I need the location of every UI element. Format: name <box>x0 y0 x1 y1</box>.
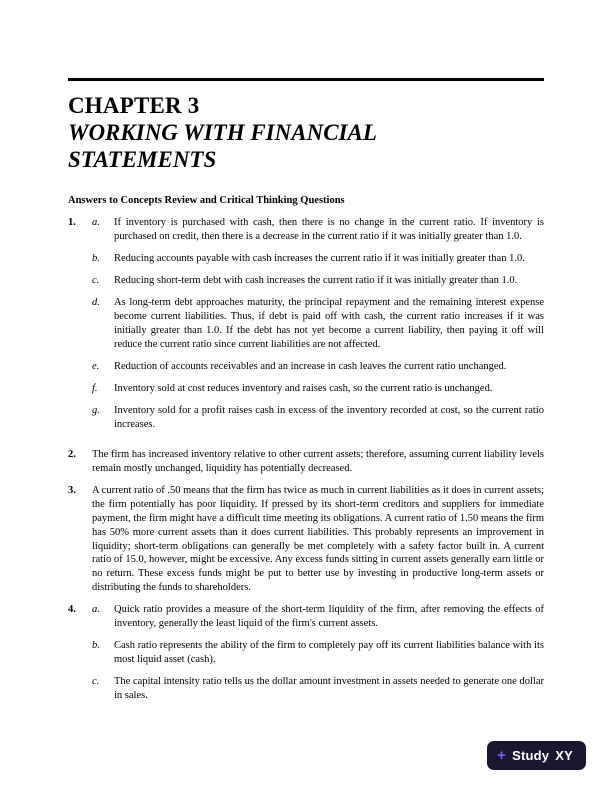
subpart-text: If inventory is purchased with cash, then there is no change in the current ratio. If inventory is purchased on credit, then there is a decrease in the current ratio if it was initially greater than 1.0. <box>114 217 544 243</box>
question-subpart <box>92 404 544 432</box>
subpart-label: d. <box>92 297 100 309</box>
subpart-label: g. <box>92 404 100 416</box>
subpart-label: e. <box>92 361 100 372</box>
subpart-text: Inventory sold at cost reduces inventory and raises cash, so the current ratio is unchanged. <box>114 382 493 394</box>
subpart-text: Reducing accounts payable with cash increases the current ratio if it was initially greater than 1.0. <box>114 253 525 265</box>
question-subpart <box>92 382 544 396</box>
question-number: 1. <box>68 217 76 229</box>
question-body <box>92 216 544 439</box>
subpart-text: Inventory sold for a profit raises cash in excess of the inventory recorded at cost, so the current ratio increases. <box>114 404 544 430</box>
question-subpart <box>92 216 544 244</box>
studyxy-watermark[interactable] <box>487 741 586 770</box>
subpart-label: b. <box>92 253 100 265</box>
question-number: 4. <box>68 604 76 616</box>
subpart-text: The capital intensity ratio tells us the dollar amount investment in assets needed to generate one dollar in sales. <box>114 676 544 702</box>
subpart-text: Cash ratio represents the ability of the firm to completely pay off its current liabilities balance with its most liquid asset (cash). <box>114 640 544 666</box>
question-text: The firm has increased inventory relative to other current assets; therefore, assuming current liability levels remain mostly unchanged, liquidity has potentially decreased. <box>92 448 544 474</box>
question-subpart <box>92 360 544 374</box>
subpart-text: Reducing short-term debt with cash increases the current ratio if it was initially greater than 1.0. <box>114 275 518 287</box>
watermark-study-label: Study <box>512 748 550 763</box>
watermark-xy-label: XY <box>555 748 573 763</box>
question-subpart <box>92 675 544 703</box>
question-subpart <box>92 252 544 266</box>
chapter-title: WORKING WITH FINANCIAL STATEMENTS <box>68 120 377 173</box>
header-rule <box>68 78 544 81</box>
question-text: A current ratio of .50 means that the firm has twice as much in current liabilities as it does in current assets; the firm potentially has poor liquidity. If pressed by its short-term creditors and suppliers for immediate payment, the firm might have a difficult time meeting its obligations. A current ratio of 1.50 means the firm has 50% more current assets than it does current liabilities. This probably represents an improvement in liquidity; short-term obligations can generally be met completely with a safety factor built in. A current ratio of 15.0, however, might be excessive. Any excess funds sitting in current assets generally earn little or no return. These excess funds might be put to better use by investing in productive long-term assets or distributing the funds to shareholders. <box>92 484 544 594</box>
question-item <box>68 216 544 439</box>
question-item <box>68 603 544 711</box>
subpart-label: c. <box>92 275 100 287</box>
subpart-text: As long-term debt approaches maturity, the principal repayment and the remaining interest expense become current liabilities. Thus, if debt is paid off with cash, the current ratio increases if it was initially greater than 1.0. If the debt has not yet become a current liability, then paying it off will reduce the current ratio since current liabilities are not affected. <box>114 297 544 351</box>
question-item <box>68 484 544 596</box>
subpart-label: a. <box>92 604 100 616</box>
plus-icon: + <box>497 747 507 764</box>
section-heading: Answers to Concepts Review and Critical Thinking Questions <box>68 195 345 207</box>
question-subpart <box>92 296 544 352</box>
subpart-text: Quick ratio provides a measure of the short-term liquidity of the firm, after removing the effects of inventory, generally the least liquid of the firm's current assets. <box>114 604 544 630</box>
chapter-number: CHAPTER 3 <box>68 93 200 118</box>
question-number: 3. <box>68 484 76 496</box>
question-subpart <box>92 603 544 631</box>
question-subpart <box>92 274 544 288</box>
page-content <box>68 92 544 719</box>
subpart-label: c. <box>92 676 100 688</box>
subpart-text: Reduction of accounts receivables and an increase in cash leaves the current ratio unchanged. <box>114 361 507 372</box>
question-item <box>68 448 544 476</box>
question-body <box>92 603 544 711</box>
question-subpart <box>92 639 544 667</box>
subpart-label: a. <box>92 217 100 229</box>
question-number: 2. <box>68 448 76 460</box>
subpart-label: b. <box>92 640 100 652</box>
subpart-label: f. <box>92 382 98 394</box>
